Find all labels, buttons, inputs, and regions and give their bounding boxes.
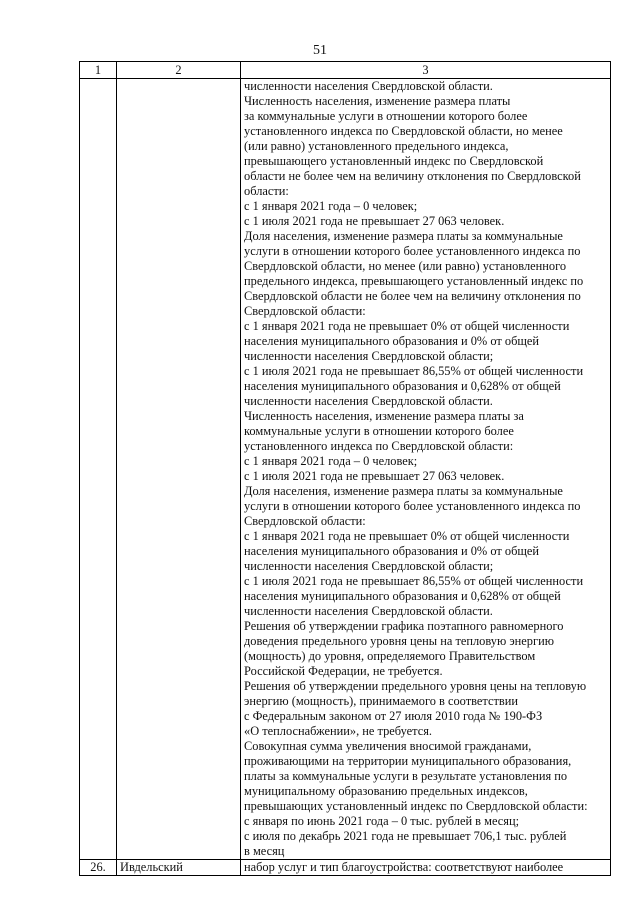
description-cell <box>241 79 611 860</box>
text-line: с 1 января 2021 года не превышает 0% от общей численности <box>244 319 570 333</box>
text-line: численности населения Свердловской области; <box>244 559 494 573</box>
text-line: с июля по декабрь 2021 года не превышает 706,1 тыс. рублей <box>244 829 567 843</box>
text-line: населения муниципального образования и 0% от общей <box>244 544 540 558</box>
text-line: доведения предельного уровня цены на тепловую энергию <box>244 634 554 648</box>
document-table <box>79 61 611 876</box>
row-number-cell: 26. <box>80 860 117 876</box>
text-line: с 1 января 2021 года – 0 человек; <box>244 199 418 213</box>
column-header-1: 1 <box>80 62 117 79</box>
text-line: Свердловской области, но менее (или равно) установленного <box>244 259 567 273</box>
text-line: с 1 июля 2021 года не превышает 27 063 человек. <box>244 469 505 483</box>
text-line: установленного индекса по Свердловской области, но менее <box>244 124 563 138</box>
text-line: Доля населения, изменение размера платы за коммунальные <box>244 229 563 243</box>
text-line: с 1 июля 2021 года не превышает 86,55% от общей численности <box>244 364 584 378</box>
text-line: набор услуг и тип благоустройства: соответствуют наиболее <box>244 860 564 874</box>
text-line: услуги в отношении которого более установленного индекса по <box>244 244 581 258</box>
text-line: области не более чем на величину отклонения по Свердловской <box>244 169 581 183</box>
text-line: Численность населения, изменение размера платы <box>244 94 511 108</box>
text-line: численности населения Свердловской области; <box>244 349 494 363</box>
text-line: с 1 января 2021 года не превышает 0% от общей численности <box>244 529 570 543</box>
column-header-3: 3 <box>241 62 611 79</box>
text-line: Численность населения, изменение размера платы за <box>244 409 524 423</box>
text-line: (мощность) до уровня, определяемого Правительством <box>244 649 536 663</box>
text-line: Решения об утверждении предельного уровня цены на тепловую <box>244 679 587 693</box>
text-line: с Федеральным законом от 27 июля 2010 года № 190-ФЗ <box>244 709 543 723</box>
text-line: населения муниципального образования и 0,628% от общей <box>244 379 561 393</box>
text-line: коммунальные услуги в отношении которого более <box>244 424 514 438</box>
table-row <box>80 860 611 876</box>
text-line: с 1 января 2021 года – 0 человек; <box>244 454 418 468</box>
text-line: численности населения Свердловской области. <box>244 604 493 618</box>
text-line: численности населения Свердловской области. <box>244 394 493 408</box>
text-line: с января по июнь 2021 года – 0 тыс. рублей в месяц; <box>244 814 520 828</box>
text-line: в месяц <box>244 844 285 858</box>
page-number: 51 <box>313 43 327 58</box>
text-line: Свердловской области: <box>244 304 366 318</box>
text-line: численности населения Свердловской области. <box>244 79 493 93</box>
text-line: Свердловской области: <box>244 514 366 528</box>
text-line: (или равно) установленного предельного индекса, <box>244 139 509 153</box>
text-line: Свердловской области не более чем на величину отклонения по <box>244 289 581 303</box>
text-line: населения муниципального образования и 0,628% от общей <box>244 589 561 603</box>
table-row <box>80 79 611 860</box>
municipality-cell <box>117 79 241 860</box>
text-line: услуги в отношении которого более установленного индекса по <box>244 499 581 513</box>
column-header-2: 2 <box>117 62 241 79</box>
table-header-row <box>80 62 611 79</box>
text-line: «О теплоснабжении», не требуется. <box>244 724 432 738</box>
text-line: области: <box>244 184 289 198</box>
text-line: превышающих установленный индекс по Свердловской области: <box>244 799 588 813</box>
text-line: энергию (мощность), принимаемого в соответствии <box>244 694 518 708</box>
text-line: предельного индекса, превышающего установленный индекс по <box>244 274 584 288</box>
text-line: превышающего установленный индекс по Свердловской <box>244 154 544 168</box>
text-line: Доля населения, изменение размера платы за коммунальные <box>244 484 563 498</box>
text-line: установленного индекса по Свердловской области: <box>244 439 514 453</box>
description-cell <box>241 860 611 876</box>
municipality-cell: Ивдельский <box>117 860 241 876</box>
text-line: за коммунальные услуги в отношении которого более <box>244 109 528 123</box>
text-line: Решения об утверждении графика поэтапного равномерного <box>244 619 564 633</box>
text-line: Совокупная сумма увеличения вносимой гражданами, <box>244 739 532 753</box>
text-line: муниципальному образованию предельных индексов, <box>244 784 528 798</box>
row-number-cell <box>80 79 117 860</box>
text-line: платы за коммунальные услуги в результате установления по <box>244 769 568 783</box>
text-line: проживающими на территории муниципального образования, <box>244 754 572 768</box>
text-line: Российской Федерации, не требуется. <box>244 664 443 678</box>
text-line: с 1 июля 2021 года не превышает 86,55% от общей численности <box>244 574 584 588</box>
text-line: с 1 июля 2021 года не превышает 27 063 человек. <box>244 214 505 228</box>
text-line: населения муниципального образования и 0% от общей <box>244 334 540 348</box>
